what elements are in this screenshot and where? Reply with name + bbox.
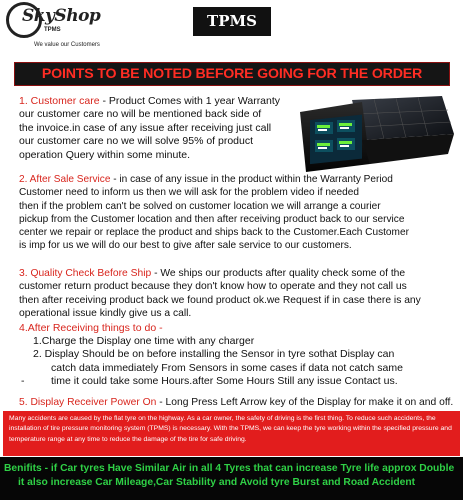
after-sale-line: is imp for us we will do our best to give after sale service to our customers. [19, 240, 352, 252]
after-receiving-text: time it could take some Hours.after Some Hours Still any issue Contact us. [51, 374, 398, 387]
logo-text: SkyShop [22, 6, 101, 26]
after-receiving-heading: 4.After Receiving things to do - [19, 322, 163, 334]
quality-check-heading: 3. Quality Check Before Ship [19, 268, 152, 279]
benefits-label: Benifits [4, 463, 42, 474]
quality-check-line: operational issue kindly give us a call. [19, 307, 192, 319]
benefits-bar [0, 457, 463, 500]
after-receiving-item [19, 375, 459, 388]
after-sale-heading: 2. After Sale Service [19, 174, 111, 185]
order-notice-banner: POINTS TO BE NOTED BEFORE GOING FOR THE ORDER [14, 62, 450, 86]
display-receiver-section [19, 396, 459, 409]
customer-care-line: - Product Comes with 1 year Warranty [99, 95, 281, 107]
after-sale-line: - in case of any issue in the product within the Warranty Period [110, 174, 393, 185]
safety-notice-bar: Many accidents are caused by the flat tyre on the highway. As a car owner, the safety of driving is the first thing. To reduce such accidents, the installation of tire pressure monitoring system (TPMS) is necessary. With the TPMS, we can keep the tyre working within the specified pressure and temperature range at any time to reduce the damage of the tire for safe driving. [3, 411, 460, 456]
quality-check-line: - We ships our products after quality check some of the [151, 268, 406, 279]
customer-care-line: our customer care no will be mentioned back side of [19, 108, 262, 121]
after-sale-line: Customer need to inform us then we will ask for the problem video if needed [19, 187, 359, 199]
benefits-line: - if Car tyres Have Similar Air in all 4 Tyres that can increase Tyre life approx Double [41, 463, 455, 474]
after-receiving-item: catch data immediately From Sensors in some cases if data not catch same [51, 361, 403, 374]
after-sale-line: then if the problem can't be solved on customer location we will arrange a courier [19, 200, 381, 212]
after-sale-line: center we repair or replace the product and ships back to the Customer.Each Customer [19, 227, 409, 239]
tpms-badge: TPMS [193, 7, 271, 36]
display-receiver-heading: 5. Display Receiver Power On [19, 397, 157, 408]
after-receiving-item: 1.Charge the Display one time with any charger [33, 335, 255, 348]
logo-tagline: We value our Customers [34, 42, 100, 48]
quality-check-line: then after receiving product back we found product ok.we Request if in case there is any [19, 294, 421, 306]
benefits-line: it also increase Car Mileage,Car Stability and Avoid tyre Burst and Road Accident [18, 477, 416, 488]
display-receiver-text: - Long Press Left Arrow key of the Display for make it on and off. [156, 397, 454, 408]
customer-care-line: the invoice.in case of any issue after receiving just call [19, 121, 272, 134]
dash-mark: - [21, 374, 25, 387]
logo-sub: TPMS [44, 27, 61, 33]
customer-care-line: our customer care no we will solve 95% of product [19, 135, 254, 148]
after-receiving-item: 2. Display Should be on before installing the Sensor in tyre sothat Display can [33, 348, 395, 361]
after-sale-line: pickup from the Customer location and then after receiving product back to our service [19, 213, 405, 225]
brand-logo [6, 2, 102, 52]
quality-check-line: customer return product because they don't know how to operate and they not call us [19, 281, 407, 293]
quality-check-section [19, 267, 459, 320]
customer-care-heading: 1. Customer care [19, 95, 100, 107]
customer-care-section [19, 95, 289, 162]
customer-care-line: operation Query within some minute. [19, 148, 190, 161]
after-receiving-section [19, 322, 459, 388]
after-sale-section [19, 173, 459, 253]
tpms-display-device-image [292, 94, 456, 176]
